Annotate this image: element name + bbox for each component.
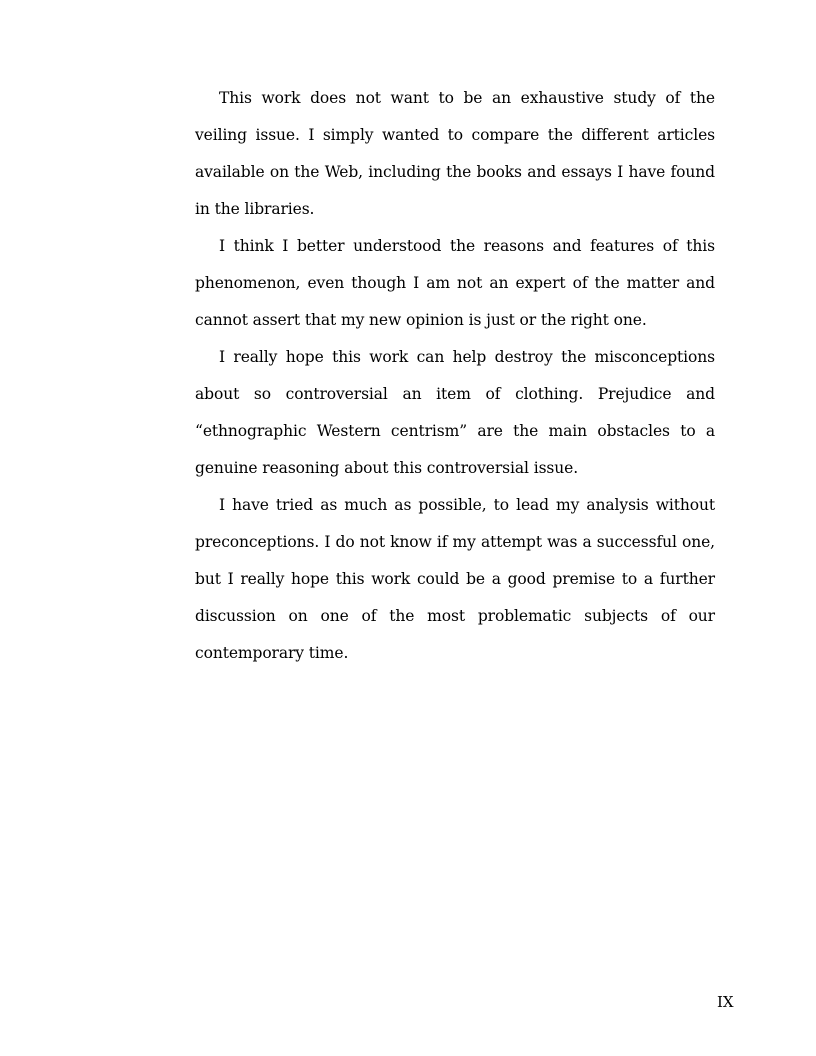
paragraph-4: I have tried as much as possible, to lead my analysis without preconceptions. I do not know if my attempt was a successful one, but I really hope this work could be a good premise to a further discussion on one of the most problematic subjects of our contemporary time. xyxy=(195,496,715,662)
paragraph-2: I think I better understood the reasons and features of this phenomenon, even though I am not an expert of the matter and cannot assert that my new opinion is just or the right one. xyxy=(195,237,715,329)
body-text xyxy=(195,80,715,672)
paragraph-1: This work does not want to be an exhaustive study of the veiling issue. I simply wanted to compare the different articles available on the Web, including the books and essays I have found in the libraries. xyxy=(195,89,715,218)
paragraph-3: I really hope this work can help destroy the misconceptions about so controversial an item of clothing. Prejudice and “ethnographic Western centrism” are the main obstacles to a genuine reasoning about this controversial issue. xyxy=(195,348,715,477)
page-number: IX xyxy=(717,993,734,1011)
